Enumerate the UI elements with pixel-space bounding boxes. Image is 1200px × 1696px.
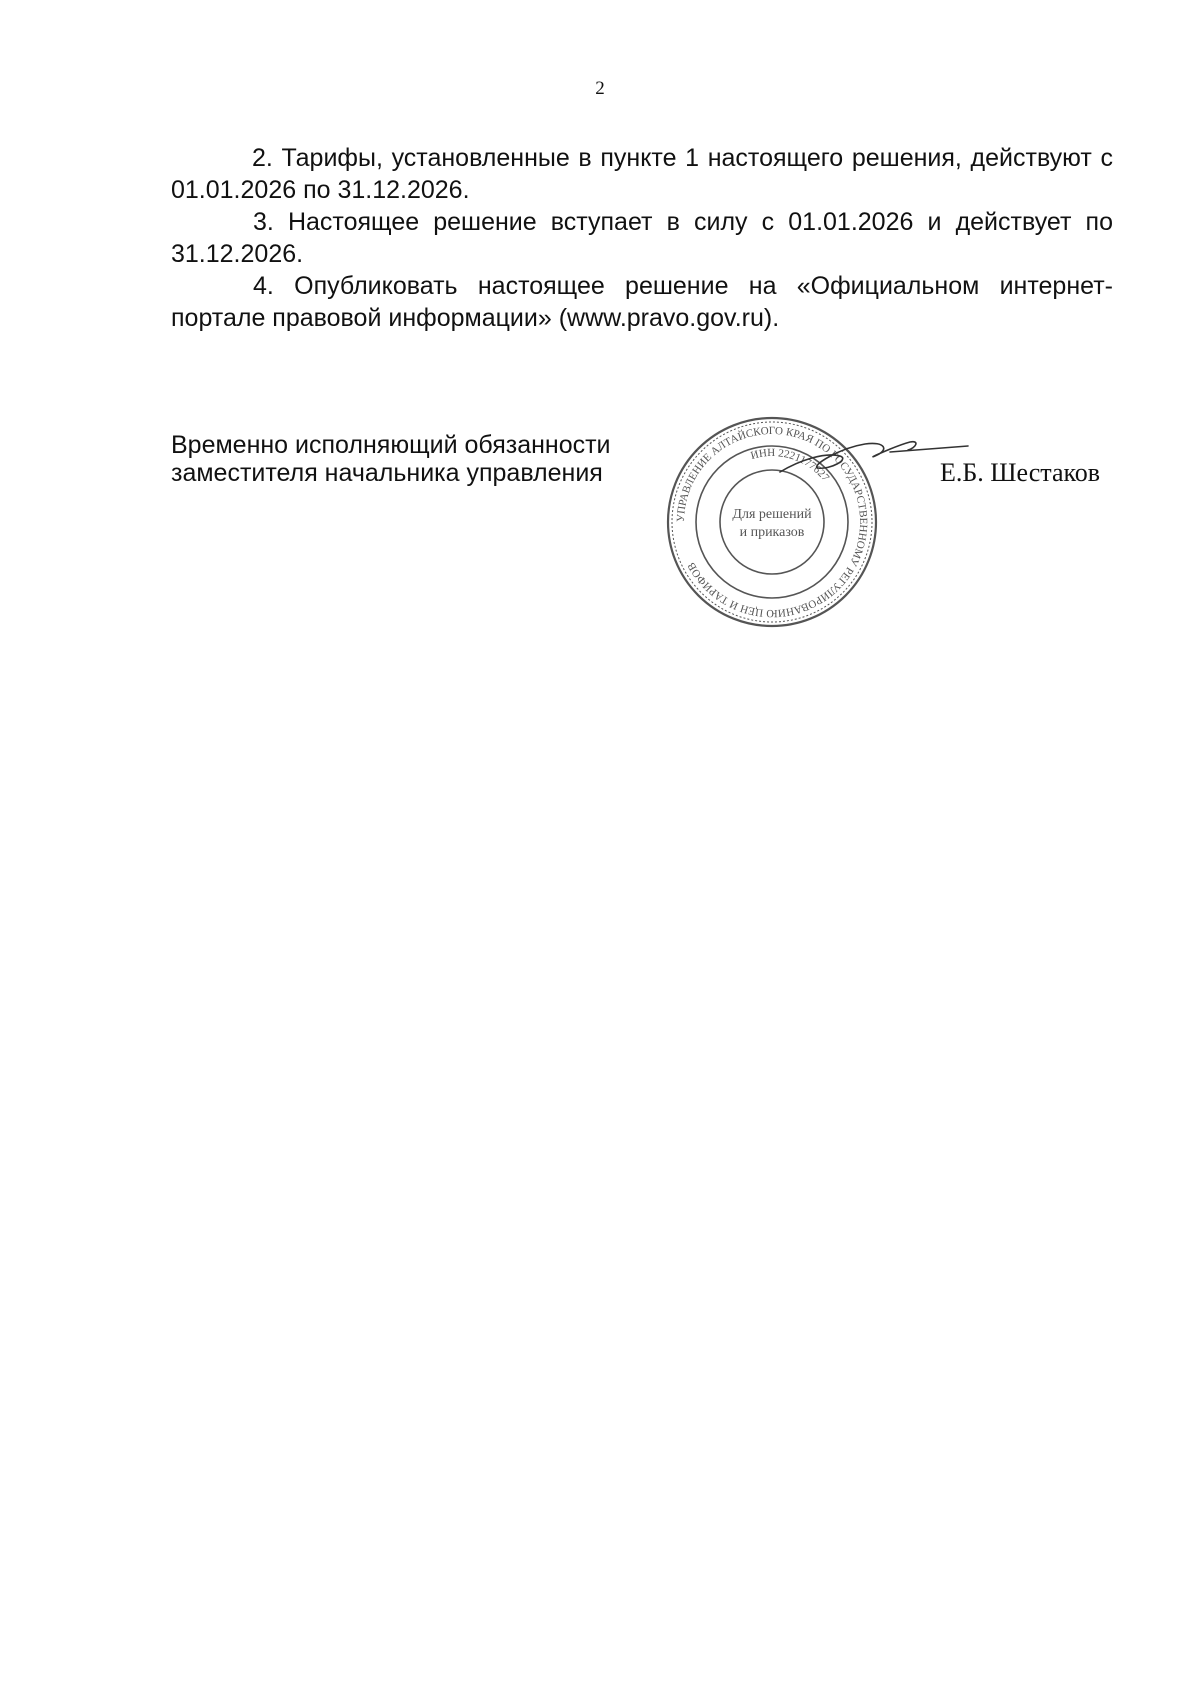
signatory-position xyxy=(171,431,611,487)
position-line-2: заместителя начальника управления xyxy=(171,459,603,487)
position-line-1: Временно исполняющий обязанности xyxy=(171,431,611,459)
paragraph-4: 4. Опубликовать настоящее решение на «Официальном интернет-портале правовой информации» (www.pravo.gov.ru). xyxy=(171,272,1113,332)
document-body xyxy=(171,142,1113,334)
paragraph-2: 2. Тарифы, установленные в пункте 1 настоящего решения, действуют с 01.01.2026 по 31.12.2026. xyxy=(171,144,1113,204)
seal-inn-text: ИНН 2221177627 xyxy=(749,446,832,484)
seal-center-line-1: Для решений xyxy=(732,507,812,522)
signatory-name: Е.Б. Шестаков xyxy=(940,458,1101,487)
page-number: 2 xyxy=(595,78,605,99)
paragraph-3: 3. Настоящее решение вступает в силу с 01.01.2026 и действует по 31.12.2026. xyxy=(171,208,1113,268)
seal-outer-text: УПРАВЛЕНИЕ АЛТАЙСКОГО КРАЯ ПО ГОСУДАРСТВЕННОМУ РЕГУЛИРОВАНИЮ ЦЕН И ТАРИФОВ xyxy=(674,424,870,620)
seal-center-line-2: и приказов xyxy=(739,525,805,540)
